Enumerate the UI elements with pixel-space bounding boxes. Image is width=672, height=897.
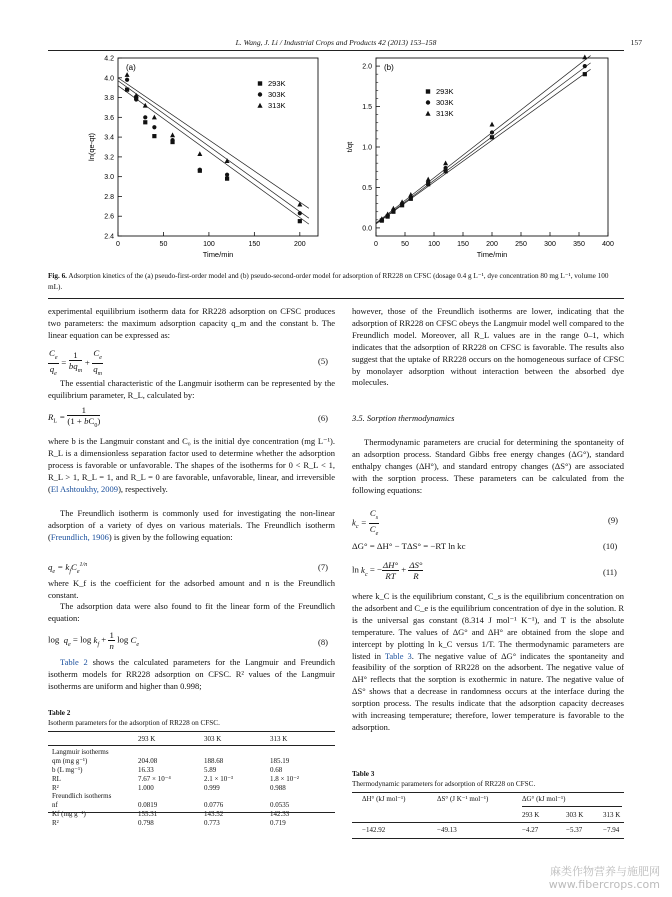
table2-bottom-rule (48, 812, 335, 813)
data-point-303K (170, 138, 174, 142)
table2-cell: 0.773 (204, 818, 220, 827)
plot-frame (376, 58, 608, 236)
data-point-313K (197, 151, 202, 156)
y-tick-label: 2.6 (104, 213, 114, 221)
table2-cell: 0.0535 (270, 801, 290, 810)
x-axis-label: Time/min (476, 250, 508, 259)
left-col-p4-text: The Freundlich isotherm is commonly used for investigating the non-linear adsorption of a variety of dyes on various materials. The Freundlich isotherm ( (48, 508, 335, 542)
table2-cell: 0.719 (270, 818, 286, 827)
right-col-p1: however, those of the Freundlich isotherms are lower, indicating that the adsorption of RR228 on CFSC obeys the Langmuir model well compared to the Freundlich model. Moreover, all R_L values are in the range 0–1, which indicates that the adsorption of RR228 on CFSC is favorable. The results also suggest that the uptake of RR228 occurs on the homogeneous surface of CFSC by monolayer adsorption without interaction between the absorbed dye molecules. (352, 306, 624, 388)
x-tick-label: 250 (515, 241, 527, 248)
table2-cell: 2.1 × 10⁻³ (204, 774, 233, 783)
data-point-303K (298, 211, 302, 215)
table2-group-row (52, 792, 332, 801)
table-row (52, 783, 332, 792)
section-3-5-title: 3.5. Sorption thermodynamics (352, 413, 455, 423)
table2-cell: 204.08 (138, 757, 158, 766)
x-tick-label: 350 (573, 241, 585, 248)
table3-cell-293: −4.27 (522, 826, 539, 834)
x-tick-label: 200 (293, 241, 306, 248)
table2-header-cell: 293 K (138, 735, 156, 743)
data-point-293K (583, 72, 587, 76)
legend-label-313K: 313K (268, 101, 286, 110)
legend-label-303K: 303K (436, 98, 454, 107)
table3-title: Table 3 (352, 770, 375, 778)
caption-rule (48, 298, 624, 299)
table2-cell: 1.000 (138, 783, 154, 792)
table-row (52, 766, 332, 775)
legend-label-293K: 293K (268, 79, 286, 88)
table2-cell: 0.0776 (204, 801, 224, 810)
table3-sub-313: 313 K (603, 811, 621, 819)
legend-marker-293K (258, 81, 262, 85)
ref-table3[interactable]: Table 3 (384, 650, 412, 661)
x-tick-label: 150 (248, 241, 261, 248)
table3-top-rule (352, 792, 624, 793)
ref-table2[interactable]: Table 2 (60, 657, 88, 667)
equation-10: ΔG° = ΔH° − TΔS° = −RT ln kc (352, 541, 466, 551)
table2-caption-text: Isotherm parameters for the adsorption of RR228 on CFSC. (48, 718, 220, 727)
equation-9: $k_c$ = $\frac{C_s}{C_e}$ (352, 508, 379, 537)
legend-marker-293K (426, 89, 430, 93)
table2-cell: 0.988 (270, 783, 286, 792)
table2 (52, 733, 332, 827)
left-col-p2: The essential characteristic of the Langmuir isotherm can be represented by the equilibrium parameter, R_L, calculated by: (48, 378, 335, 400)
data-point-303K (152, 125, 156, 129)
y-axis-label: ln(qe-qt) (87, 133, 96, 161)
x-tick-label: 0 (374, 241, 378, 248)
legend-marker-303K (426, 100, 430, 104)
data-point-313K (152, 115, 157, 120)
x-axis-label: Time/min (202, 250, 234, 259)
table2-row-label: RL (52, 774, 61, 783)
table3-sub-303: 303 K (566, 811, 584, 819)
legend-label-303K: 303K (268, 90, 286, 99)
legend-marker-313K (257, 103, 262, 108)
table2-cell: 1.8 × 10⁻² (270, 774, 299, 783)
table2-group-label: Langmuir isotherms (52, 748, 109, 757)
chart-panel-b (345, 54, 630, 266)
data-point-303K (143, 115, 147, 119)
watermark (549, 865, 660, 891)
right-col-p3-end: . The negative value of ΔG° indicates the spontaneity and feasibility of the sorption of RR228 on the adsorbent. The negative value of ΔH° reflects that the sorption is exothermic in nature. The negative value of ΔS° shows that a decrease in randomness occurs at the interface during the sorption process. The results indicate that the adsorption capacity decreases with increasing temperature; therefore, lower temperature is favorable to the adsorption. (352, 650, 625, 732)
ref-el-ashtoukhy[interactable]: El Ashtoukhy, 2009 (50, 483, 119, 494)
y-tick-label: 2.8 (104, 193, 114, 201)
table3-cell-ds: −49.13 (437, 826, 457, 834)
table2-cell: 7.67 × 10⁻⁴ (138, 774, 171, 783)
x-tick-label: 300 (544, 241, 556, 248)
y-tick-label: 1.0 (362, 144, 372, 152)
data-point-293K (225, 177, 229, 181)
left-col-p4 (48, 508, 335, 544)
x-tick-label: 0 (116, 241, 120, 248)
table2-cell: 16.33 (138, 765, 154, 774)
panel-label: (b) (384, 63, 394, 72)
data-point-313K (490, 122, 495, 127)
data-point-303K (583, 64, 587, 68)
y-tick-label: 3.6 (104, 114, 114, 122)
y-tick-label: 3.2 (104, 154, 114, 162)
data-point-313K (426, 177, 431, 182)
header-rule (48, 50, 624, 51)
table3-header-ds: ΔS° (J K⁻¹ mol⁻¹) (437, 795, 489, 803)
table2-cell: 143.52 (204, 809, 224, 818)
equation-6-number: (6) (318, 413, 328, 423)
fit-line-303K (376, 63, 591, 224)
table2-row-label: nf (52, 801, 58, 810)
legend-label-313K: 313K (436, 109, 454, 118)
table2-caption (48, 709, 335, 728)
equation-8: $\log q_e = \log k_f$ + $\frac{1}{n}$ $\log C_e$ (48, 630, 140, 651)
page-number: 157 (630, 38, 642, 47)
table3-header-dh: ΔH° (kJ mol⁻¹) (362, 795, 406, 803)
data-point-313K (297, 202, 302, 207)
table2-cell: 155.31 (138, 809, 158, 818)
table3-sub-293: 293 K (522, 811, 540, 819)
x-tick-label: 50 (159, 241, 168, 248)
left-col-p1: experimental equilibrium isotherm data for RR228 adsorption on CFSC produces two parameters: the maximum adsorption capacity q_m and the constant b. The linear equation can be expressed as: (48, 306, 335, 340)
data-point-293K (152, 134, 156, 138)
data-point-303K (198, 168, 202, 172)
left-col-p7-text: shows the calculated parameters for the Langmuir and Freundich isotherm models for RR228 adsorption on CFSC. R² values of the Langmuir isotherms are uniform and higher than 0.998; (48, 657, 335, 691)
y-tick-label: 3.4 (104, 134, 114, 142)
table2-header-cell: 303 K (204, 735, 222, 743)
table2-group-label: Freundlich isotherms (52, 792, 112, 801)
table-row (52, 774, 332, 783)
equation-6: $R_L$ = $\frac{1}{(1 + bC_0)}$ (48, 405, 101, 429)
equation-11: $\ln k_c$ = − $\frac{\Delta H^\circ}{RT}$ + $\frac{\Delta S^\circ}{R}$ (352, 560, 423, 581)
data-point-293K (298, 219, 302, 223)
data-point-313K (170, 132, 175, 137)
y-tick-label: 4.0 (104, 75, 114, 83)
equation-9-number: (9) (608, 515, 618, 525)
left-col-p5: where K_f is the coefficient for the adsorbed amount and n is the Freundlich constant. (48, 578, 335, 600)
y-tick-label: 3.8 (104, 95, 114, 103)
table2-cell: 0.0819 (138, 801, 158, 810)
table2-row-label: Kf (mg g⁻¹) (52, 809, 86, 818)
equation-8-number: (8) (318, 637, 328, 647)
table2-header-rule (48, 745, 335, 746)
table2-cell: 5.89 (204, 765, 217, 774)
table2-header-cell: 313 K (270, 735, 288, 743)
equation-5-number: (5) (318, 356, 328, 366)
data-point-293K (143, 120, 147, 124)
x-tick-label: 50 (401, 241, 409, 248)
figure-caption (48, 271, 624, 292)
table3-cell-dh: −142.92 (362, 826, 386, 834)
table2-cell: 0.68 (270, 765, 283, 774)
left-col-p4-end: ) is given by the following equation: (108, 531, 233, 542)
x-tick-label: 400 (602, 241, 614, 248)
table-row (52, 801, 332, 810)
table2-top-rule (48, 731, 335, 732)
table3-dg-rule (522, 806, 622, 807)
data-point-313K (125, 72, 130, 77)
left-col-p3 (48, 436, 335, 496)
data-point-313K (443, 160, 448, 165)
data-point-313K (143, 103, 148, 108)
y-tick-label: 3.0 (104, 174, 114, 182)
table2-row-label: qm (mg g⁻¹) (52, 757, 88, 766)
fit-line-313K (376, 56, 591, 223)
equation-7: $q_e = k_fC_e^{1/n}$ (48, 562, 88, 575)
data-point-313K (582, 54, 587, 59)
table3-caption-text: Thermodynamic parameters for adsorption of RR228 on CFSC. (352, 779, 536, 788)
equation-10-number: (10) (603, 541, 618, 551)
table2-cell: 185.19 (270, 757, 290, 766)
y-tick-label: 4.2 (104, 55, 114, 63)
data-point-303K (225, 173, 229, 177)
table2-cell: 142.33 (270, 809, 290, 818)
table3-bottom-rule (352, 838, 624, 839)
right-col-p3 (352, 591, 624, 734)
x-tick-label: 100 (203, 241, 215, 248)
data-point-303K (125, 78, 129, 82)
legend-marker-303K (258, 92, 262, 96)
legend-label-293K: 293K (436, 87, 454, 96)
right-col-p2: Thermodynamic parameters are crucial for determining the spontaneity of an adsorption process. Standard Gibbs free energy changes (ΔG°), standard enthalpy changes (ΔH°), and standard entropy changes (ΔS°) are associated with the sorption process. These parameters can be calculated from the following equations: (352, 437, 624, 495)
y-axis-label: t/qt (345, 141, 354, 153)
x-tick-label: 200 (486, 241, 498, 248)
table3-cell-313: −7.94 (603, 826, 620, 834)
x-tick-label: 100 (428, 241, 440, 248)
table2-row-label: R² (52, 818, 59, 827)
table2-header-row (52, 733, 332, 745)
x-tick-label: 150 (457, 241, 469, 248)
table3-header-rule (352, 822, 624, 823)
data-point-303K (134, 97, 138, 101)
y-tick-label: 2.4 (104, 233, 114, 241)
chart-panel-a (80, 54, 345, 266)
watermark-line1: 麻类作物营养与施肥网 (550, 865, 660, 878)
left-col-p3-end: ), respectively. (118, 483, 168, 494)
table3-caption (352, 770, 624, 789)
equation-5: $\frac{C_e}{q_e}$ = $\frac{1}{bq_m}$ + $\frac{C_e}{q_m}$ (49, 348, 103, 377)
left-col-p7 (48, 657, 335, 693)
table-row (52, 757, 332, 766)
table-row (52, 810, 332, 819)
table2-row-label: R² (52, 783, 59, 792)
table2-cell: 188.68 (204, 757, 224, 766)
figure-caption-label: Fig. 6. (48, 272, 67, 280)
table2-title: Table 2 (48, 709, 71, 717)
panel-label: (a) (126, 63, 136, 72)
y-tick-label: 2.0 (362, 63, 372, 71)
right-col-p3-text: where k_C is the equilibrium constant, C_s is the equilibrium concentration on the adsorbent and C_e is the equilibrium concentration of dye in the solution. R is the universal gas constant (8.314 J mol⁻¹ K⁻¹), and T is the absolute temperature. The values of ΔG° and ΔH° are obtained from the slope and intercept by plotting ln k_C versus 1/T. The thermodynamic parameters are listed in (352, 591, 624, 661)
table2-header-cell (52, 733, 138, 745)
table2-row-label: b (L mg⁻¹) (52, 765, 83, 774)
table-row (52, 818, 332, 827)
legend-marker-313K (425, 111, 430, 116)
left-col-p3-text: where b is the Langmuir constant and C₀ is the initial dye concentration (mg L⁻¹). R_L is a dimensionless separation factor used to determine whether the adsorption process is favorable or unfavorable. The shapes of the isotherms for 0 < R_L < 1, R_L > 1, R_L = 1, and R_L = 0 are favorable, unfavorable, linear, and irreversible ( (48, 436, 335, 494)
figure-caption-text: Adsorption kinetics of the (a) pseudo-first-order model and (b) pseudo-second-order model for adsorption of RR228 on CFSC (dosage 0.4 g L⁻¹, dye concentration 80 mg L⁻¹, volume 100 mL). (48, 272, 609, 291)
table2-group-row (52, 748, 332, 757)
equation-7-number: (7) (318, 562, 328, 572)
fit-line-293K (376, 69, 591, 224)
ref-freundlich[interactable]: Freundlich, 1906 (50, 531, 109, 542)
left-col-p6: The adsorption data were also found to fit the linear form of the Freundlich equation: (48, 601, 335, 623)
running-header: L. Wang, J. Li / Industrial Crops and Products 42 (2013) 153–158 (235, 38, 437, 47)
equation-11-number: (11) (603, 567, 617, 577)
table2-cell: 0.999 (204, 783, 220, 792)
y-tick-label: 0.0 (362, 225, 372, 233)
y-tick-label: 0.5 (362, 184, 372, 192)
table2-cell: 0.798 (138, 818, 154, 827)
table3-header-dg: ΔG° (kJ mol⁻¹) (522, 795, 566, 803)
table3-cell-303: −5.37 (566, 826, 583, 834)
y-tick-label: 1.5 (362, 104, 372, 112)
watermark-line2: www.fibercrops.com (548, 878, 660, 891)
